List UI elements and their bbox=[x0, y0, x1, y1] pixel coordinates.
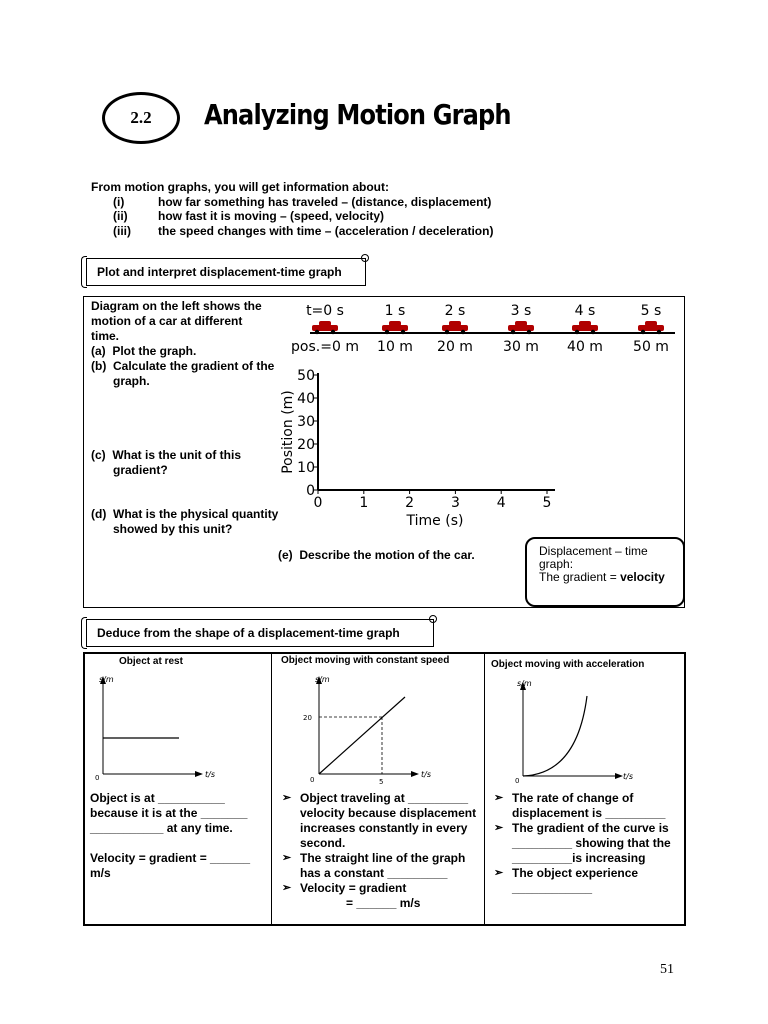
timeline-time-label: 1 s bbox=[384, 303, 406, 319]
question-a-text: Plot the graph. bbox=[112, 344, 197, 358]
intro-item bbox=[91, 195, 611, 210]
timeline-position-label: 40 m bbox=[567, 339, 603, 355]
col3-bullet-2-text: The gradient of the curve is _________ showing that the _________is increasing bbox=[512, 821, 671, 865]
col2-bullet-1-text: Object traveling at _________ velocity because displacement increases constantly in every second. bbox=[300, 791, 477, 850]
timeline-time-label: t=0 s bbox=[306, 303, 344, 319]
cs-graph-line bbox=[319, 697, 405, 774]
chart-y-tick-label: 30 bbox=[297, 414, 315, 430]
col2-bullet-2 bbox=[278, 851, 482, 881]
cs-graph-xmark: 5 bbox=[379, 778, 384, 785]
col2-bullet-3 bbox=[278, 881, 482, 896]
acceleration-graph bbox=[489, 674, 649, 786]
rest-graph-ylabel: s/m bbox=[99, 675, 114, 684]
note-line1: Displacement – time graph: bbox=[539, 544, 648, 571]
rest-graph bbox=[89, 672, 239, 784]
col3-head: Object moving with acceleration bbox=[491, 659, 645, 670]
question-c-num: (c) bbox=[91, 448, 106, 462]
question-e bbox=[278, 548, 518, 563]
acc-graph-ylabel: s/m bbox=[517, 679, 532, 688]
chart-x-tick-label: 5 bbox=[542, 495, 552, 511]
question-b-num: (b) bbox=[91, 359, 107, 373]
question-d bbox=[91, 507, 285, 537]
timeline-time-label: 5 s bbox=[640, 303, 662, 319]
chart-x-tick-label: 1 bbox=[359, 495, 369, 511]
gradient-note bbox=[525, 537, 685, 607]
diagram-description: Diagram on the left shows the motion of a car at different time. bbox=[91, 299, 262, 343]
bullet-arrow: ➢ bbox=[494, 822, 504, 834]
intro-item-text: how fast it is moving – (speed, velocity) bbox=[158, 209, 385, 223]
question-b-text: Calculate the gradient of the graph. bbox=[113, 359, 275, 388]
timeline-time-label: 2 s bbox=[444, 303, 466, 319]
shape-table bbox=[83, 652, 686, 926]
section1-heading-scroll bbox=[86, 258, 366, 286]
bullet-arrow: ➢ bbox=[494, 867, 504, 879]
intro-item-num: (ii) bbox=[113, 209, 128, 223]
question-e-num: (e) bbox=[278, 548, 293, 562]
chart-ylabel: Position (m) bbox=[280, 390, 296, 474]
section2-heading: Deduce from the shape of a displacement-time graph bbox=[97, 626, 400, 640]
rest-graph-origin: 0 bbox=[95, 774, 100, 782]
question-d-text: What is the physical quantity showed by this unit? bbox=[113, 507, 279, 536]
note-line2-text: The gradient = bbox=[539, 570, 621, 584]
bullet-arrow: ➢ bbox=[282, 792, 292, 804]
cs-graph-ymark: 20 bbox=[303, 714, 312, 722]
cs-graph-origin: 0 bbox=[310, 776, 315, 784]
rest-graph-x-arrow bbox=[195, 771, 203, 777]
timeline-position-label: 30 m bbox=[503, 339, 539, 355]
timeline-position-label: 20 m bbox=[437, 339, 473, 355]
intro-item bbox=[91, 209, 611, 224]
chart-x-tick-label: 3 bbox=[450, 495, 460, 511]
col3-bullet-3 bbox=[490, 866, 684, 896]
intro-item-text: the speed changes with time – (acceleration / deceleration) bbox=[158, 223, 494, 238]
section2-heading-scroll bbox=[86, 619, 434, 647]
cs-graph-x-arrow bbox=[411, 771, 419, 777]
question-a-num: (a) bbox=[91, 344, 106, 358]
intro-block bbox=[91, 180, 611, 238]
col2-bullets bbox=[278, 791, 482, 911]
timeline-time-label: 4 s bbox=[574, 303, 596, 319]
question-a bbox=[91, 344, 285, 359]
chart-y-tick-label: 20 bbox=[297, 437, 315, 453]
acc-graph-xlabel: t/s bbox=[623, 772, 633, 781]
chart-y-tick-label: 50 bbox=[297, 368, 315, 384]
page-number: 51 bbox=[660, 962, 674, 977]
note-line2 bbox=[539, 571, 671, 584]
chart-xlabel: Time (s) bbox=[406, 513, 464, 529]
page-title: Analyzing Motion Graph bbox=[204, 98, 511, 131]
intro-item bbox=[91, 224, 611, 239]
timeline-position-label: 50 m bbox=[633, 339, 669, 355]
cs-graph-ylabel: s/m bbox=[315, 675, 330, 684]
intro-item-num: (i) bbox=[113, 194, 125, 209]
col2-bullet-3-text: Velocity = gradient bbox=[300, 881, 407, 895]
acc-graph-origin: 0 bbox=[515, 777, 520, 785]
col2-bullet-1 bbox=[278, 791, 482, 851]
chart-x-tick-label: 2 bbox=[405, 495, 415, 511]
col2-head: Object moving with constant speed bbox=[281, 655, 450, 666]
question-c-text: What is the unit of this gradient? bbox=[112, 448, 241, 477]
chart-x-tick-label: 4 bbox=[496, 495, 506, 511]
chart-x-tick-label: 0 bbox=[313, 495, 323, 511]
col3-bullets bbox=[490, 791, 684, 896]
col3-bullet-1-text: The rate of change of displacement is _________ bbox=[512, 791, 666, 820]
bullet-arrow: ➢ bbox=[494, 792, 504, 804]
bullet-arrow: ➢ bbox=[282, 882, 292, 894]
section1-heading: Plot and interpret displacement-time graph bbox=[97, 265, 342, 279]
col1-text1: Object is at __________ because it is at the _______ ___________ at any time. bbox=[90, 791, 248, 835]
acc-graph-x-arrow bbox=[615, 773, 623, 779]
chart-y-tick-label: 0 bbox=[306, 483, 315, 499]
col3-bullet-1 bbox=[490, 791, 684, 821]
bullet-arrow: ➢ bbox=[282, 852, 292, 864]
column-divider bbox=[484, 654, 485, 924]
intro-lead: From motion graphs, you will get information about: bbox=[91, 180, 389, 194]
position-time-chart bbox=[270, 364, 570, 530]
question-d-num: (d) bbox=[91, 507, 107, 521]
section-number: 2.2 bbox=[130, 108, 152, 127]
intro-item-text: how far something has traveled – (distance, displacement) bbox=[158, 194, 492, 209]
chart-y-tick-label: 40 bbox=[297, 391, 315, 407]
rest-graph-xlabel: t/s bbox=[205, 770, 215, 779]
timeline-position-label: pos.=0 m bbox=[291, 339, 359, 355]
chart-y-tick-label: 10 bbox=[297, 460, 315, 476]
column-divider bbox=[271, 654, 272, 924]
col2-bullet-2-text: The straight line of the graph has a constant _________ bbox=[300, 851, 466, 880]
col1-text2: Velocity = gradient = ______ m/s bbox=[90, 851, 251, 880]
question-c bbox=[91, 448, 285, 478]
cs-graph-xlabel: t/s bbox=[421, 770, 431, 779]
constant-speed-graph bbox=[275, 670, 435, 785]
timeline-time-label: 3 s bbox=[510, 303, 532, 319]
acc-graph-curve bbox=[523, 696, 587, 776]
car-timeline bbox=[270, 296, 685, 358]
col3-bullet-3-text: The object experience ____________ bbox=[512, 866, 639, 895]
note-bold: velocity bbox=[620, 570, 665, 584]
question-e-text: Describe the motion of the car. bbox=[299, 548, 475, 562]
col3-bullet-2 bbox=[490, 821, 684, 866]
intro-item-num: (iii) bbox=[113, 223, 131, 238]
timeline-position-label: 10 m bbox=[377, 339, 413, 355]
section-number-badge bbox=[102, 92, 180, 144]
question-b bbox=[91, 359, 285, 389]
col2-bullet-3-cont: = ______ m/s bbox=[346, 896, 421, 910]
col1-head: Object at rest bbox=[119, 656, 183, 667]
